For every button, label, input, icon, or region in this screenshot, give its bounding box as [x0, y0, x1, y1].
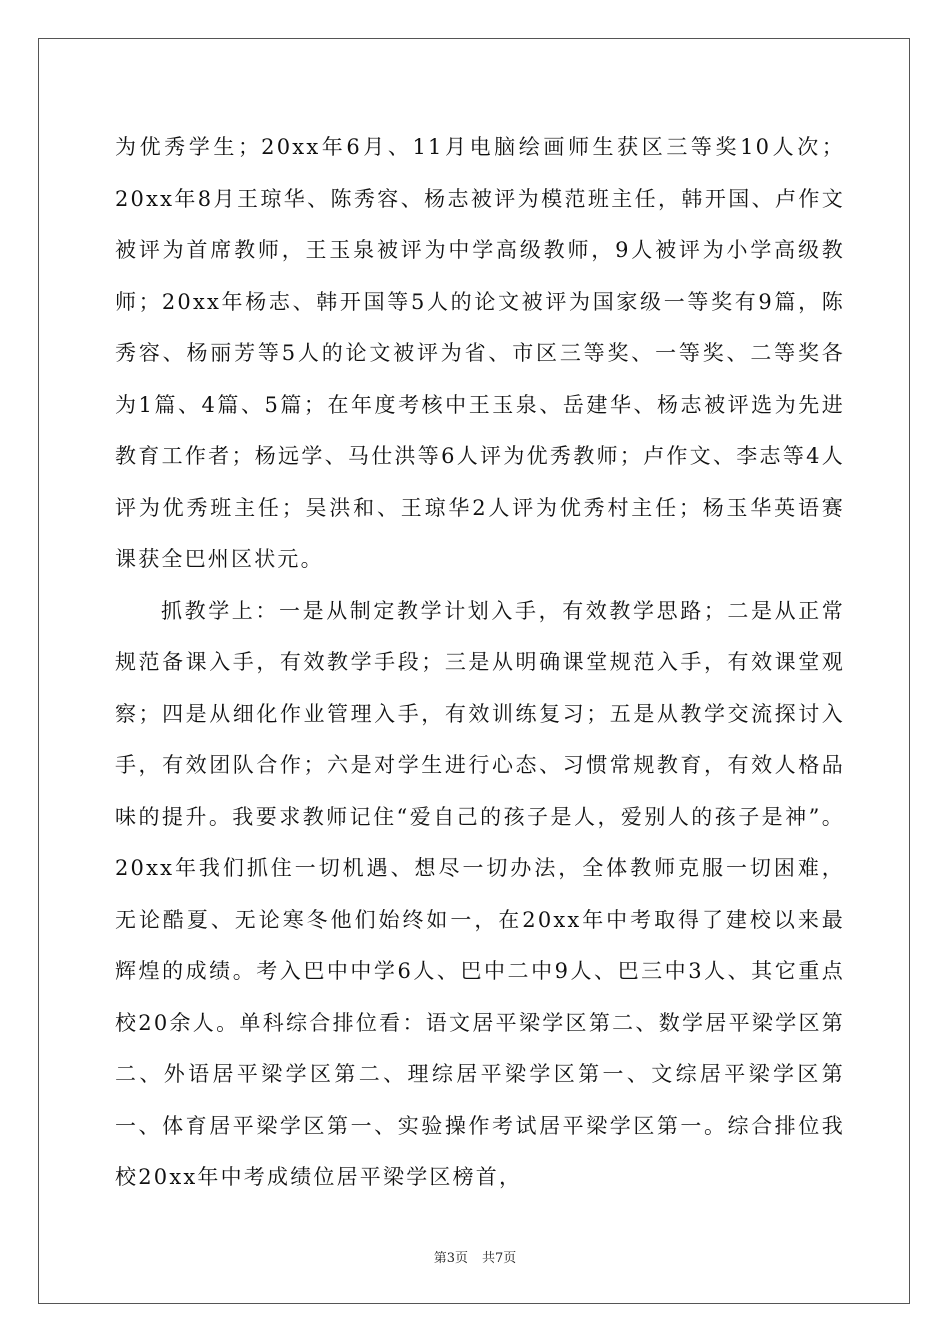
page-number: 第3页	[433, 1251, 468, 1266]
paragraph-teaching: 抓教学上：一是从制定教学计划入手，有效教学思路；二是从正常规范备课入手，有效教学手段；三是从明确课堂规范入手，有效课堂观察；四是从细化作业管理入手，有效训练复习；五是从教学交流探讨入手，有效团队合作；六是对学生进行心态、习惯常规教育，有效人格品味的提升。我要求教师记住“爱自己的孩子是人，爱别人的孩子是神”。20xx年我们抓住一切机遇、想尽一切办法，全体教师克服一切困难，无论酷夏、无论寒冬他们始终如一，在20xx年中考取得了建校以来最辉煌的成绩。考入巴中中学6人、巴中二中9人、巴三中3人、其它重点校20余人。单科综合排位看：语文居平梁学区第二、数学居平梁学区第二、外语居平梁学区第二、理综居平梁学区第一、文综居平梁学区第一、体育居平梁学区第一、实验操作考试居平梁学区第一。综合排位我校20xx年中考成绩位居平梁学区榜首，	[115, 598, 845, 1189]
page-total: 共7页	[482, 1251, 517, 1266]
paragraph-awards: 为优秀学生；20xx年6月、11月电脑绘画师生获区三等奖10人次；20xx年8月王琼华、陈秀容、杨志被评为模范班主任，韩开国、卢作文被评为首席教师，王玉泉被评为中学高级教师，9人被评为小学高级教师；20xx年杨志、韩开国等5人的论文被评为国家级一等奖有9篇，陈秀容、杨丽芳等5人的论文被评为省、市区三等奖、一等奖、二等奖各为1篇、4篇、5篇；在年度考核中王玉泉、岳建华、杨志被评选为先进教育工作者；杨远学、马仕洪等6人评为优秀教师；卢作文、李志等4人评为优秀班主任；吴洪和、王琼华2人评为优秀村主任；杨玉华英语赛课获全巴州区状元。	[115, 135, 845, 571]
document-body	[115, 122, 845, 1204]
page-footer	[0, 1247, 950, 1266]
